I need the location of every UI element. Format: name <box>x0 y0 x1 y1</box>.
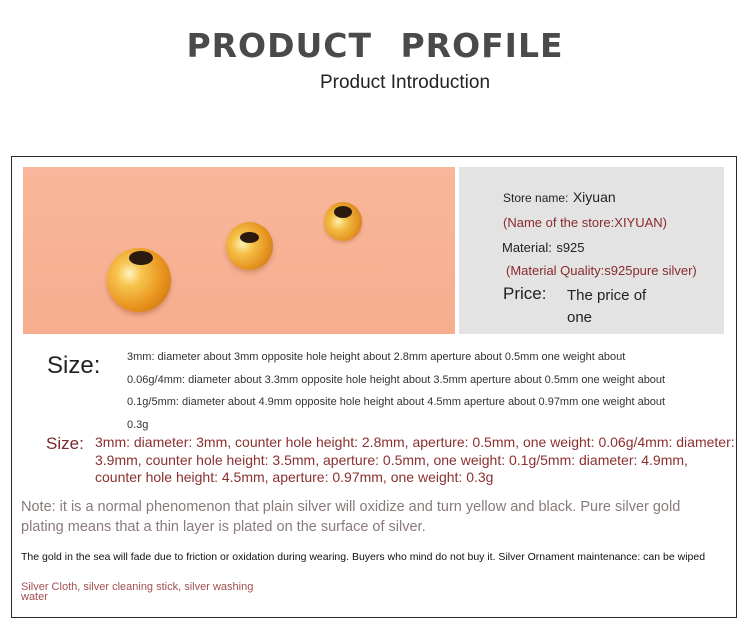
bead-4mm <box>226 222 273 270</box>
size-spec-line: 0.1g/5mm: diameter about 4.9mm opposite hole height about 4.5mm aperture about 0.97mm one weight about <box>127 396 666 408</box>
oxidation-note: Note: it is a normal phenomenon that plain silver will oxidize and turn yellow and black. Pure silver gold plating means that a thin layer is plated on the surface of silver. <box>21 499 681 535</box>
store-info-panel <box>459 167 724 334</box>
page-title: PRODUCT PROFILE <box>186 26 564 65</box>
material-note: (Material Quality:s925pure silver) <box>506 263 697 278</box>
product-photo <box>23 167 455 334</box>
maintenance-tools: Silver Cloth, silver cleaning stick, silver washing water <box>21 581 254 603</box>
size-spec-line: 0.3g <box>127 418 149 431</box>
size-spec-line: 3mm: diameter about 3mm opposite hole height about 2.8mm aperture about 0.5mm one weight about <box>127 351 626 363</box>
bead-5mm <box>107 248 171 312</box>
maintenance-warning: The gold in the sea will fade due to friction or oxidation during wearing. Buyers who mind do not buy it. Silver Ornament maintenance: can be wiped <box>21 551 706 563</box>
price-value-line2: one <box>567 309 593 326</box>
size-translated-label: Size: <box>46 434 84 453</box>
store-name-note: (Name of the store:XIYUAN) <box>503 215 667 230</box>
store-name-label: Store name: <box>503 191 569 205</box>
price-value-line1: The price of <box>567 287 647 304</box>
size-translated-text: 3mm: diameter: 3mm, counter hole height: 2.8mm, aperture: 0.5mm, one weight: 0.06g/4mm: diameter: 3.9mm, counter hole height: 3.5mm, aperture: 0.5mm, one weight: 0.1g/5mm: diameter: 4.9mm, counter hole height: 4.5mm, aperture: 0.97mm, one weight: 0.3g <box>95 434 735 485</box>
size-spec-line: 0.06g/4mm: diameter about 3.3mm opposite hole height about 3.5mm aperture about 0.5mm one weight about <box>127 373 666 386</box>
material-value: s925 <box>556 240 585 255</box>
page-subtitle: Product Introduction <box>319 72 491 93</box>
bead-3mm <box>324 202 362 241</box>
store-name-value: Xiyuan <box>572 189 616 205</box>
price-label: Price: <box>503 284 547 303</box>
size-spec-list <box>127 346 727 436</box>
material-label: Material: <box>502 240 552 255</box>
size-label: Size: <box>47 352 101 379</box>
